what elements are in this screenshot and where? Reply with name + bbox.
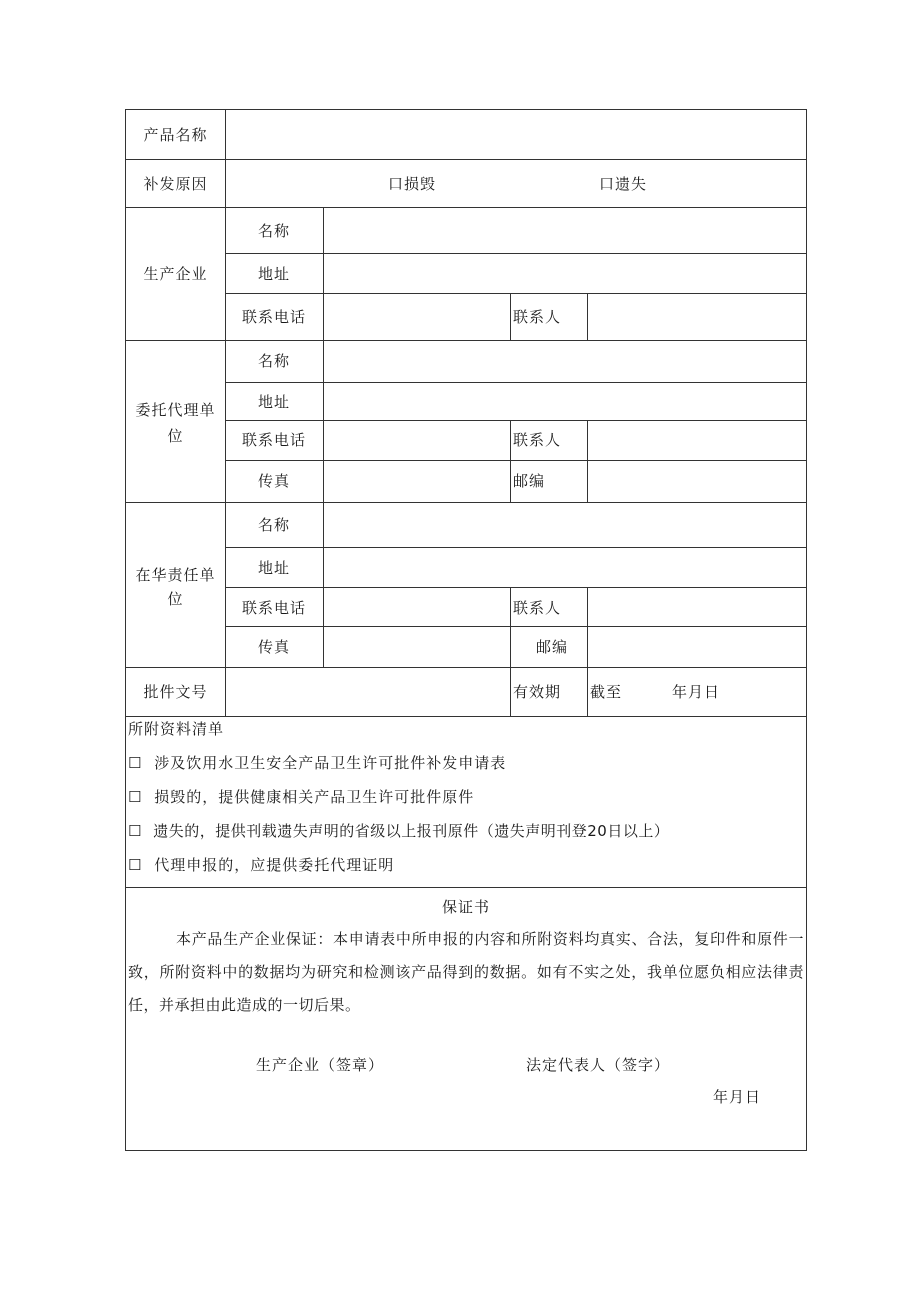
column-divider xyxy=(323,207,324,667)
china-rep-label-line1: 在华责任单 xyxy=(135,566,216,584)
option-lost-checkbox[interactable]: 口遗失 xyxy=(599,175,648,193)
agent-fax-label: 传真 xyxy=(257,472,290,490)
guarantee-body: 本产品生产企业保证：本申请表中所申报的内容和所附资料均真实、合法，复印件和原件一致，所附资料中的数据均为研究和检测该产品得到的数据。如有不实之处，我单位愿负相应法律责任，并承担由此造成的一切后果。 xyxy=(128,930,804,1014)
attachments-title: 所附资料清单 xyxy=(128,720,225,738)
agent-label-line2: 位 xyxy=(167,427,184,445)
china-rep-address-label: 地址 xyxy=(257,559,290,577)
agent-label-line1: 委托代理单 xyxy=(135,401,216,419)
attachment-item xyxy=(128,753,506,773)
row-divider xyxy=(126,502,806,503)
attachment-item-text: 损毁的，提供健康相关产品卫生许可批件原件 xyxy=(154,788,475,806)
manufacturer-name-label: 名称 xyxy=(257,222,290,240)
china-rep-contact-label: 联系人 xyxy=(513,599,562,617)
row-divider xyxy=(126,207,806,208)
agent-postcode-label: 邮编 xyxy=(513,472,546,490)
row-divider xyxy=(126,340,806,341)
china-rep-label-line2: 位 xyxy=(167,590,184,608)
checkbox[interactable]: ☐ xyxy=(128,822,142,840)
agent-name-label: 名称 xyxy=(257,352,290,370)
row-divider xyxy=(225,460,806,461)
valid-until-date: 年月日 xyxy=(672,683,721,701)
checkbox[interactable]: ☐ xyxy=(128,788,143,806)
row-divider xyxy=(225,420,806,421)
guarantee-title: 保证书 xyxy=(441,898,490,916)
row-divider xyxy=(126,716,806,717)
agent-address-label: 地址 xyxy=(257,393,290,411)
checkbox[interactable]: ☐ xyxy=(128,754,143,772)
attachment-item xyxy=(128,787,474,807)
application-form xyxy=(125,109,807,1151)
legal-rep-signature-label: 法定代表人（签字） xyxy=(526,1056,671,1074)
agent-contact-label: 联系人 xyxy=(513,431,562,449)
reissue-reason-label: 补发原因 xyxy=(143,175,208,193)
column-divider xyxy=(225,110,226,716)
china-rep-postcode-label: 邮编 xyxy=(536,638,569,656)
row-divider xyxy=(225,253,806,254)
agent-phone-label: 联系电话 xyxy=(241,431,306,449)
attachment-item-text: 涉及饮用水卫生安全产品卫生许可批件补发申请表 xyxy=(154,754,507,772)
china-rep-phone-label: 联系电话 xyxy=(241,599,306,617)
attachment-item xyxy=(128,821,669,841)
china-rep-fax-label: 传真 xyxy=(257,638,290,656)
validity-label: 有效期 xyxy=(513,683,562,701)
column-divider xyxy=(510,293,511,340)
attachment-item xyxy=(128,855,394,875)
approval-number-label: 批件文号 xyxy=(143,683,208,701)
row-divider xyxy=(225,587,806,588)
column-divider xyxy=(587,293,588,340)
attachment-item-text: 代理申报的，应提供委托代理证明 xyxy=(154,856,395,874)
china-rep-name-label: 名称 xyxy=(257,516,290,534)
company-seal-label: 生产企业（签章） xyxy=(256,1056,385,1074)
checkbox[interactable]: ☐ xyxy=(128,856,143,874)
column-divider xyxy=(510,420,511,502)
column-divider xyxy=(587,420,588,502)
row-divider xyxy=(225,626,806,627)
manufacturer-address-label: 地址 xyxy=(257,265,290,283)
manufacturer-contact-label: 联系人 xyxy=(513,308,562,326)
column-divider xyxy=(510,587,511,716)
row-divider xyxy=(225,293,806,294)
row-divider xyxy=(126,159,806,160)
valid-until-label: 截至 xyxy=(590,683,623,701)
attachment-item-text: 遗失的，提供刊载遗失声明的省级以上报刊原件（遗失声明刊登20日以上） xyxy=(153,822,670,840)
row-divider xyxy=(126,667,806,668)
signing-date: 年月日 xyxy=(713,1088,762,1106)
column-divider xyxy=(587,587,588,716)
row-divider xyxy=(225,547,806,548)
manufacturer-phone-label: 联系电话 xyxy=(241,308,306,326)
option-damaged-checkbox[interactable]: 口损毁 xyxy=(388,175,437,193)
row-divider xyxy=(225,382,806,383)
manufacturer-label: 生产企业 xyxy=(143,265,208,283)
product-name-label: 产品名称 xyxy=(143,126,208,144)
row-divider xyxy=(126,887,806,888)
